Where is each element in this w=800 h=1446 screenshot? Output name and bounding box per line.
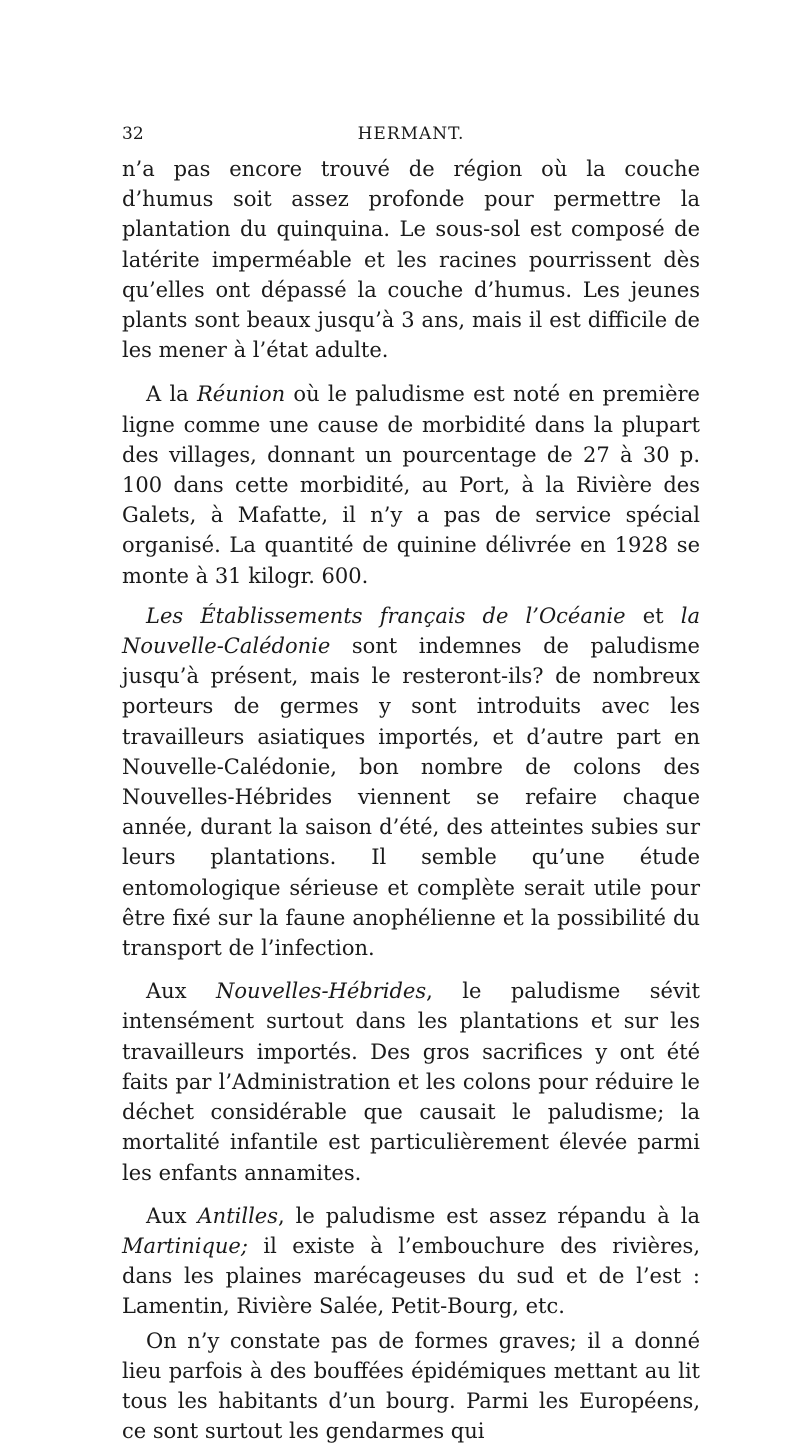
place-name: Les Établissements français de l’Océanie xyxy=(146,603,626,628)
paragraph-text: , le paludisme sévit intensément surtout dans les plantations et sur les travailleurs importés. Des gros sacrifices y ont été faits par l’Administration et les colons pour réduire le déchet considérable que causait le paludisme; la mortalité infantile est particulièrement élevée parmi les enfants annamites. xyxy=(122,979,700,1185)
paragraph-3 xyxy=(122,601,700,963)
paragraph-lead: A la xyxy=(146,382,197,407)
paragraph-text: sont indemnes de paludisme jusqu’à présent, mais le resteront-ils? de nombreux porteurs de germes y sont introduits avec les travailleurs asiatiques importés, et d’autre part en Nouvelle-Calédonie, bon nombre de colons des Nouvelles-Hébrides viennent se refaire chaque année, durant la saison d’été, des atteintes subies sur leurs plantations. Il semble qu’une étude entomologique sérieuse et complète serait utile pour être fixé sur la faune anophélienne et la possibilité du transport de l’infection. xyxy=(122,634,700,961)
paragraph-text: On n’y constate pas de formes graves; il a donné lieu parfois à des bouffées épidémiques mettant au lit tous les habitants d’un bourg. Parmi les Européens, ce sont surtout les gendarmes qui xyxy=(122,1328,700,1444)
place-name: Nouvelles-Hébrides xyxy=(215,979,427,1004)
paragraph-text: il existe à l’embouchure des rivières, dans les plaines marécageuses du sud et de l’est : Lamentin, Rivière Salée, Petit-Bourg, etc. xyxy=(122,1233,700,1319)
place-name: Martinique; xyxy=(122,1233,248,1258)
place-name: Réunion xyxy=(196,382,286,407)
paragraph-2 xyxy=(122,379,700,590)
page-number: 32 xyxy=(122,124,144,144)
place-name: la Nouvelle-Calédonie xyxy=(122,603,700,659)
paragraph-5 xyxy=(122,1201,700,1322)
paragraph-1 xyxy=(122,154,700,365)
paragraph-connector: et xyxy=(625,603,681,628)
running-head: HERMANT. xyxy=(357,124,465,144)
paragraph-lead: Aux xyxy=(146,1203,198,1228)
place-name: Antilles xyxy=(197,1203,278,1228)
paragraph-4 xyxy=(122,976,700,1187)
paragraph-connector: , le paludisme est assez répandu à la xyxy=(278,1203,700,1228)
paragraph-text: où le paludisme est noté en première ligne comme une cause de morbidité dans la plupart des villages, donnant un pourcentage de 27 à 30 p. 100 dans cette morbidité, au Port, à la Rivière des Galets, à Mafatte, il n’y a pas de service spécial organisé. La quantité de quinine délivrée en 1928 se monte à 31 kilogr. 600. xyxy=(122,382,700,588)
paragraph-6 xyxy=(122,1326,700,1446)
page-body xyxy=(122,154,700,1446)
paragraph-text: n’a pas encore trouvé de région où la couche d’humus soit assez profonde pour permettre la plantation du quinquina. Le sous-sol est composé de latérite imperméable et les racines pourrissent dès qu’elles ont dépassé la couche d’humus. Les jeunes plants sont beaux jusqu’à 3 ans, mais il est difficile de les mener à l’état adulte. xyxy=(122,157,700,363)
page-header xyxy=(122,124,700,146)
paragraph-lead: Aux xyxy=(146,979,216,1004)
